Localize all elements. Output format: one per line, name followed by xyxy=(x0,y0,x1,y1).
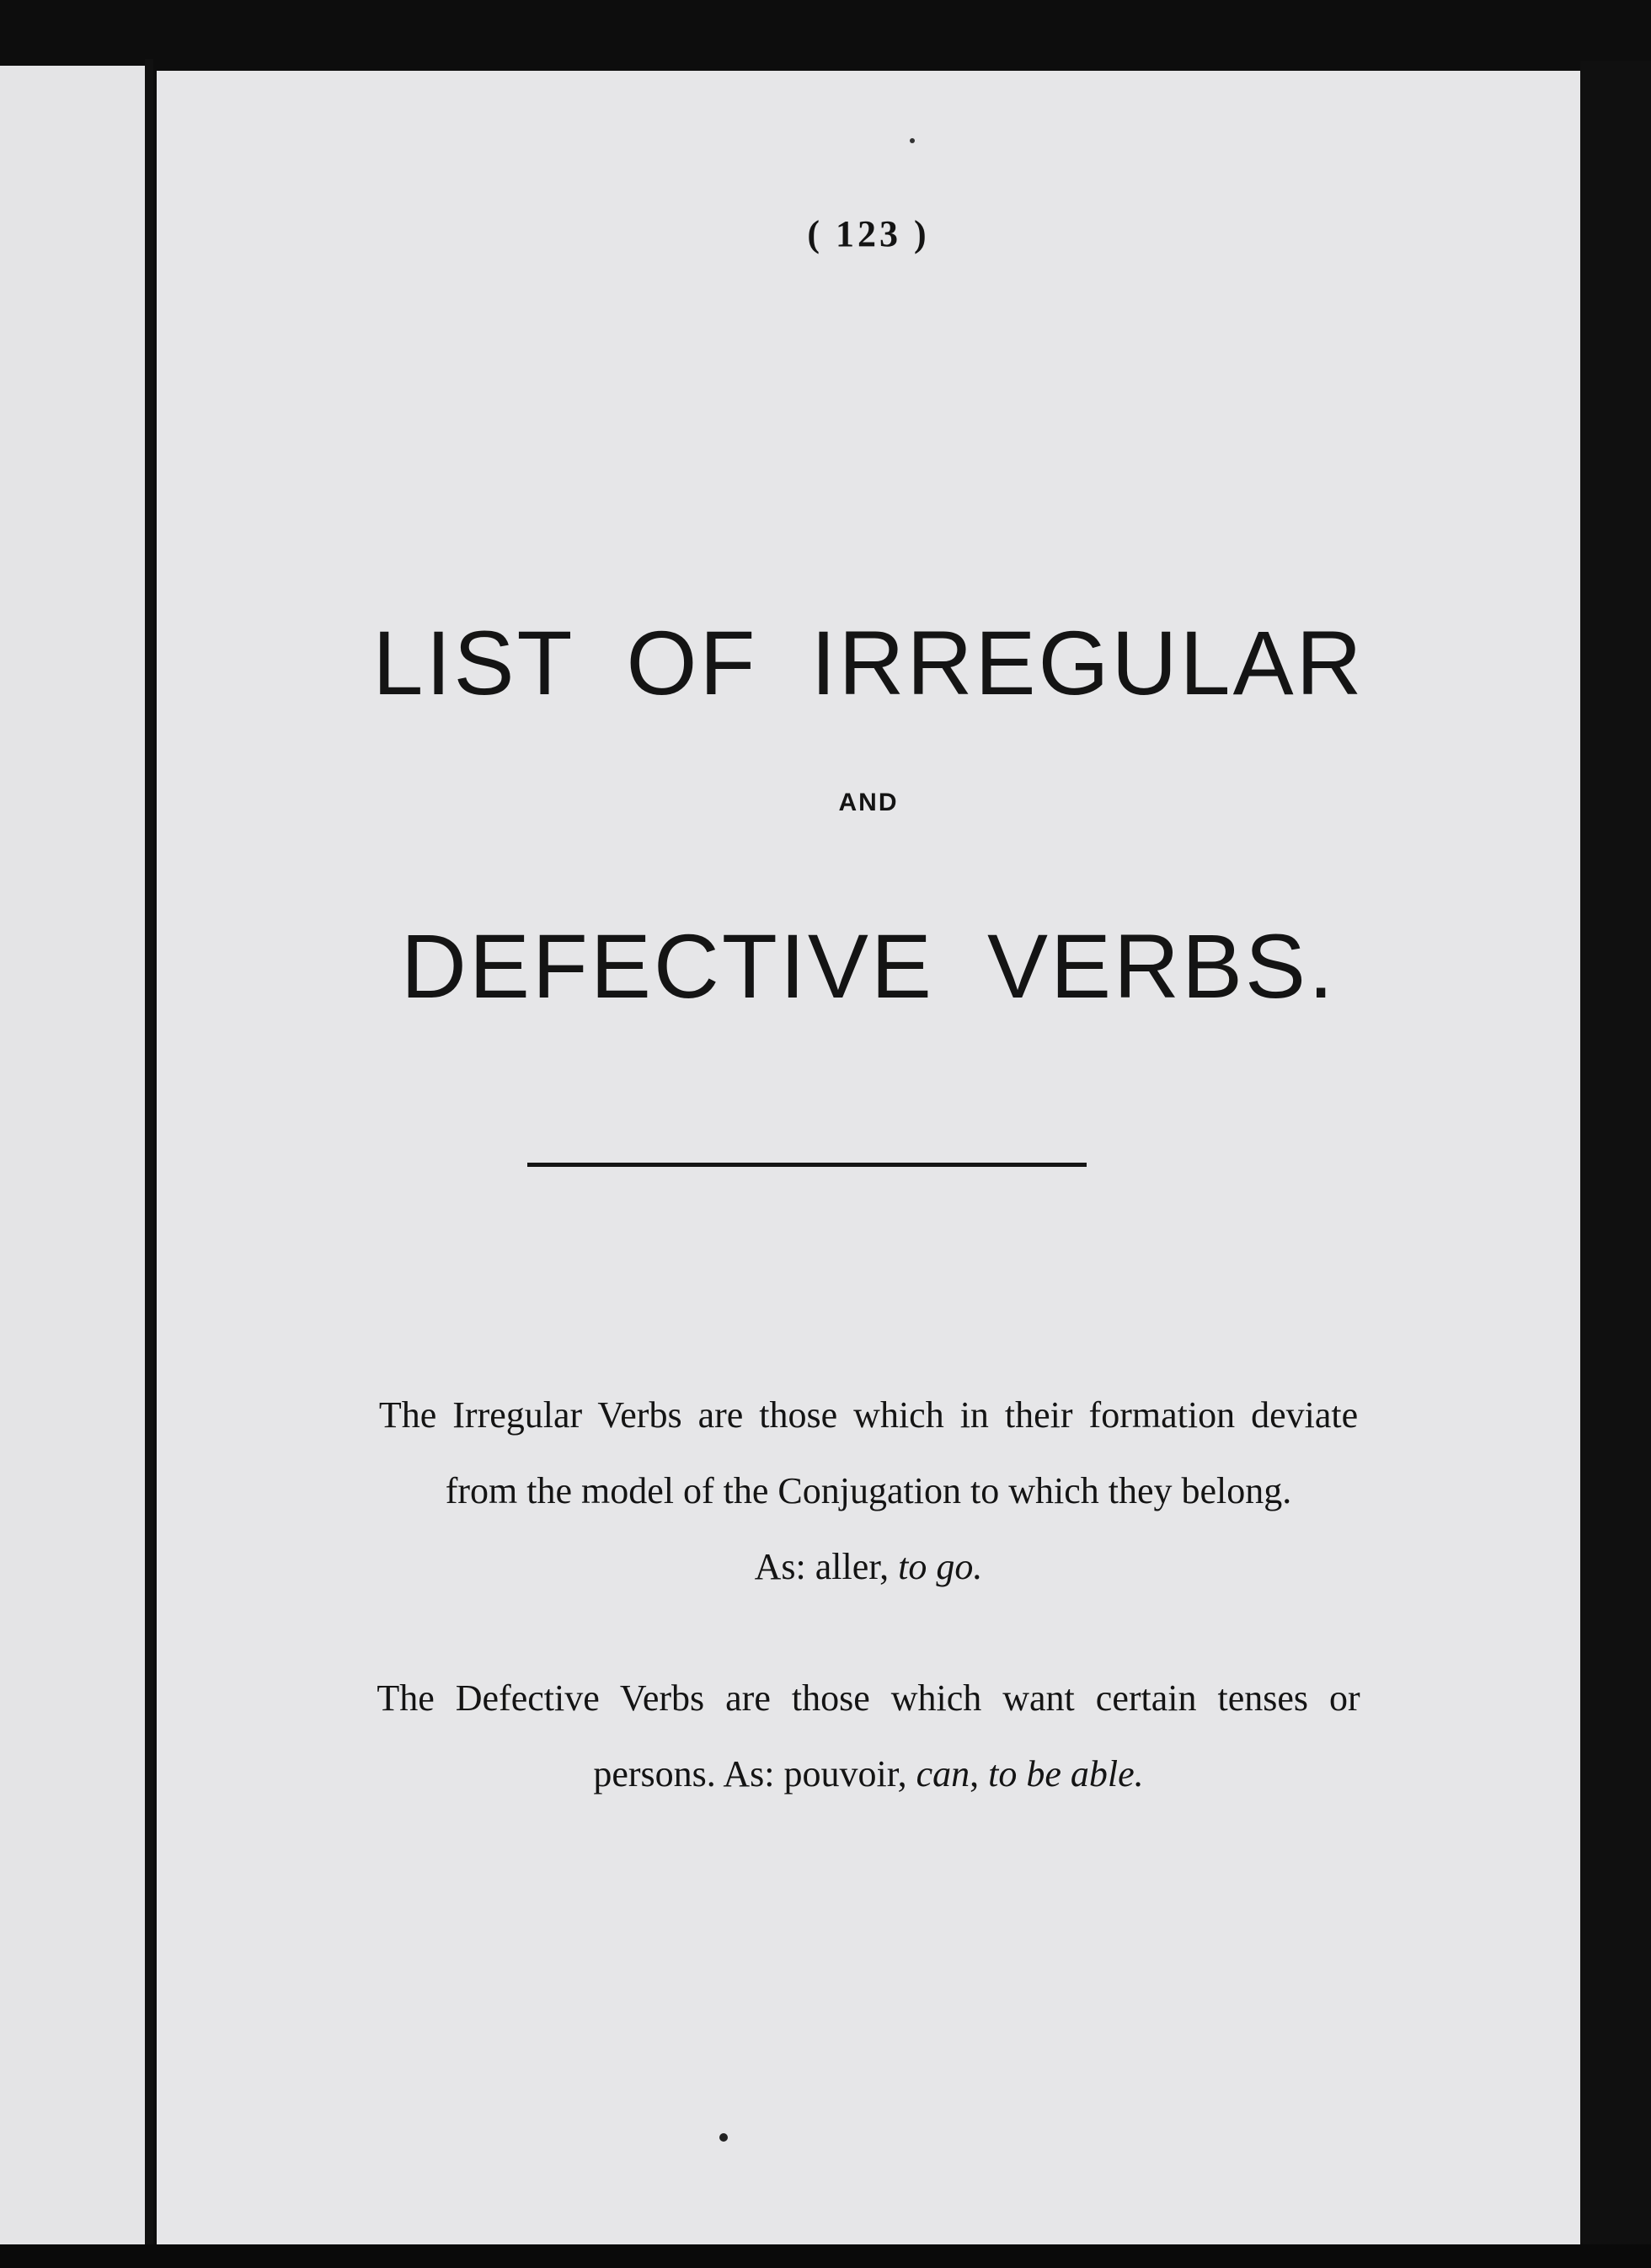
book-page xyxy=(157,71,1580,2246)
title-rule xyxy=(527,1163,1087,1167)
example-translation: to go. xyxy=(898,1546,983,1587)
ink-speck xyxy=(719,2133,728,2142)
paragraph-2-line-2 xyxy=(157,1752,1580,1795)
paragraph-1-line-3 xyxy=(157,1545,1580,1588)
example-label: As: aller, xyxy=(754,1546,899,1587)
paragraph-2-line-1: The Defective Verbs are those which want certain tenses or xyxy=(377,1677,1360,1719)
example-separator: , xyxy=(970,1753,989,1795)
facing-page-strip xyxy=(0,66,150,2256)
example-label: persons. As: pouvoir, xyxy=(593,1753,916,1795)
ink-speck xyxy=(910,138,915,143)
example-translation-2: to be able. xyxy=(988,1753,1144,1795)
paragraph-1-line-1: The Irregular Verbs are those which in their formation deviate xyxy=(378,1394,1359,1436)
page-gutter xyxy=(145,59,153,2262)
scan-border-right xyxy=(1580,61,1651,2268)
title-line-2: DEFECTIVE VERBS. xyxy=(400,915,1337,1017)
example-translation-1: can xyxy=(916,1753,970,1795)
page-number: ( 123 ) xyxy=(807,213,930,254)
scan-border-bottom xyxy=(0,2244,1651,2268)
title-connector: AND xyxy=(838,789,899,816)
title-line-1: LIST OF IRREGULAR xyxy=(372,612,1365,714)
paragraph-1-line-2: from the model of the Conjugation to which they belong. xyxy=(445,1470,1292,1511)
